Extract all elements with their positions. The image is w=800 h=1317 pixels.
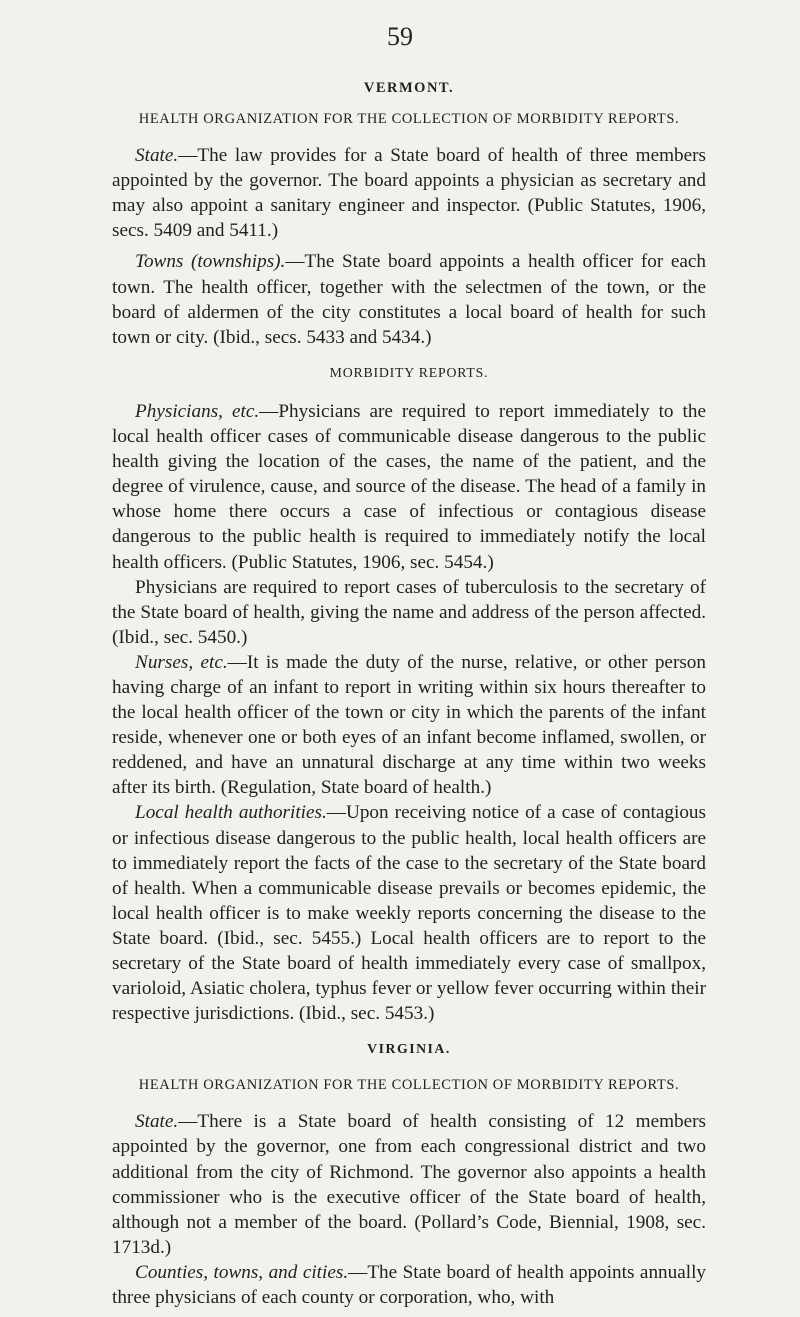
paragraph [112,143,706,243]
paragraph-lead: Counties, towns, and cities. [135,1261,349,1283]
paragraph-text: —The State board appoints a health officer for each town. The health officer, together with the selectmen of the town, or the board of aldermen of the city constitutes a local board of health for such town or city. (Ibid., secs. 5433 and 5434.) [112,251,706,348]
paragraph-lead: Towns (townships). [135,251,286,273]
paragraph-text: Physicians are required to report cases of tuberculosis to the secretary of the State board of health, giving the name and address of the person affected. (Ibid., sec. 5450.) [112,576,706,648]
paragraph-text: —The State board of health appoints annually three physicians of each county or corporation, who, with [112,1261,706,1309]
paragraph-text: —There is a State board of health consisting of 12 members appointed by the governor, one from each congressional district and two additional from the city of Richmond. The governor also appoints a health commissioner who is the executive officer of the State board of health, although not a member of the board. (Pollard’s Code, Biennial, 1908, sec. 1713d.) [112,1111,706,1258]
virginia-heading: VIRGINIA. [367,1041,451,1057]
paragraph-lead: State. [135,145,179,167]
page-body [112,76,706,1310]
paragraph [112,800,706,1026]
paragraph-text: —The law provides for a State board of health of three members appointed by the governor. The board appoints a physician as secretary and may also appoint a sanitary engineer and inspector. (Public Statutes, 1906, secs. 5409 and 5411.) [112,145,706,242]
paragraph [112,650,706,801]
vermont-org-heading: HEALTH ORGANIZATION FOR THE COLLECTION OF MORBIDITY REPORTS. [138,111,680,128]
paragraph [112,575,706,650]
paragraph-text: —It is made the duty of the nurse, relative, or other person having charge of an infant to report in writing within six hours thereafter to the local health officer of the town or city in which the parents of the infant reside, whenever one or both eyes of an infant become inflamed, swollen, or reddened, and have an unnatural discharge at any time within two weeks after its birth. (Regulation, State board of health.) [112,651,706,799]
paragraph-lead: Physicians, etc. [135,400,260,422]
paragraph [112,1109,706,1260]
paragraph-text: —Physicians are required to report immediately to the local health officer cases of communicable disease dangerous to the public health giving the location of the cases, the name of the patient, and the degree of virulence, cause, and source of the disease. The head of a family in whose home there occurs a case of infectious or contagious disease dangerous to the public health is required to immediately notify the local health officers. (Public Statutes, 1906, sec. 5454.) [112,400,706,573]
paragraph-lead: State. [135,1111,179,1133]
virginia-org-heading: HEALTH ORGANIZATION FOR THE COLLECTION OF MORBIDITY REPORTS. [138,1077,680,1094]
vermont-heading: VERMONT. [363,80,455,96]
paragraph-lead: Local health authorities. [135,802,327,824]
morbidity-heading: MORBIDITY REPORTS. [329,364,489,380]
paragraph [112,1260,706,1310]
paragraph-text: —Upon receiving notice of a case of contagious or infectious disease dangerous to the public health, local health officers are to immediately report the facts of the case to the secretary of the State board of health. When a communicable disease prevails or becomes epidemic, the local health officer is to make weekly reports concerning the disease to the State board. (Ibid., sec. 5455.) Local health officers are to report to the secretary of the State board of health immediately every case of smallpox, varioloid, Asiatic cholera, typhus fever or yellow fever occurring within their respective jurisdictions. (Ibid., sec. 5453.) [112,802,706,1025]
paragraph-lead: Nurses, etc. [135,651,228,673]
page-number: 59 [387,22,413,51]
paragraph [112,249,706,349]
paragraph [112,399,706,575]
